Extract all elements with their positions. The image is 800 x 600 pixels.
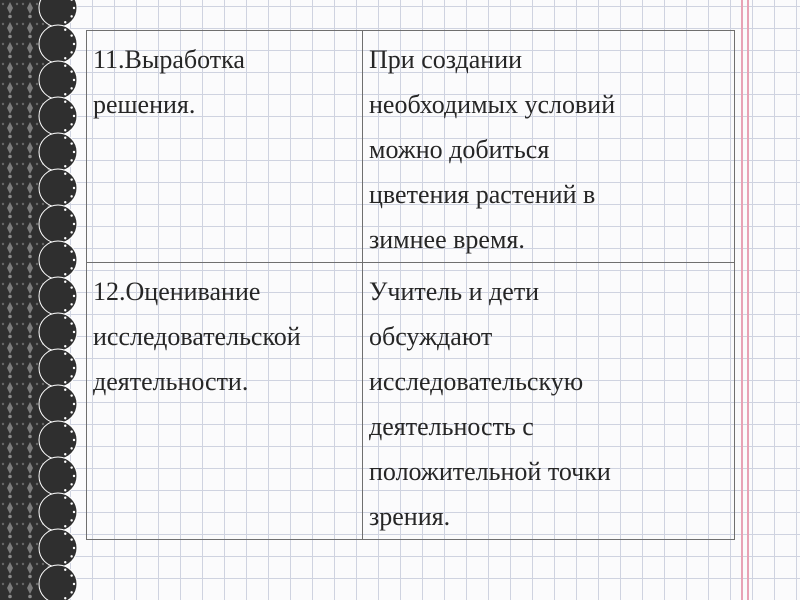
lace-dot bbox=[64, 57, 66, 59]
lace-dot bbox=[73, 583, 75, 585]
lace-dot bbox=[70, 555, 72, 557]
lace-dot bbox=[73, 223, 75, 225]
lace-dot bbox=[64, 353, 66, 355]
lace-dot bbox=[73, 187, 75, 189]
lace-dot bbox=[64, 281, 66, 283]
lace-dot bbox=[73, 7, 75, 9]
lace-dot bbox=[64, 209, 66, 211]
lace-dot bbox=[64, 461, 66, 463]
lace-scallop bbox=[39, 421, 77, 459]
lace-dot bbox=[73, 79, 75, 81]
lace-scallop bbox=[39, 529, 77, 567]
lace-scallop bbox=[39, 25, 77, 63]
lace-dot bbox=[70, 51, 72, 53]
lace-scallop bbox=[39, 313, 77, 351]
lace-scallop bbox=[39, 205, 77, 243]
lace-dot bbox=[64, 489, 66, 491]
table-row bbox=[87, 263, 735, 540]
lace-dot bbox=[70, 87, 72, 89]
lace-dot bbox=[73, 43, 75, 45]
lace-dot bbox=[70, 123, 72, 125]
lace-dot bbox=[73, 115, 75, 117]
lace-dot bbox=[70, 250, 72, 252]
lace-dot bbox=[64, 21, 66, 23]
notebook-margin-line bbox=[741, 0, 743, 600]
lace-dot bbox=[70, 142, 72, 144]
lace-dot bbox=[70, 159, 72, 161]
table-row bbox=[87, 31, 735, 263]
lace-dot bbox=[64, 525, 66, 527]
lace-dot bbox=[70, 339, 72, 341]
lace-dot bbox=[70, 466, 72, 468]
lace-dot bbox=[64, 237, 66, 239]
lace-dot bbox=[73, 295, 75, 297]
lace-scallop bbox=[39, 169, 77, 207]
content-table bbox=[86, 30, 735, 540]
lace-dot bbox=[64, 245, 66, 247]
lace-scallop bbox=[39, 277, 77, 315]
lace-dot bbox=[64, 417, 66, 419]
lace-dot bbox=[70, 375, 72, 377]
lace-dot bbox=[64, 309, 66, 311]
lace-dot bbox=[64, 173, 66, 175]
stage-cell: 11.Выработка решения. bbox=[87, 31, 363, 263]
lace-dot bbox=[70, 303, 72, 305]
lace-dot bbox=[64, 273, 66, 275]
lace-dot bbox=[70, 358, 72, 360]
lace-scallop bbox=[39, 349, 77, 387]
lace-dot bbox=[73, 547, 75, 549]
lace-dot bbox=[64, 597, 66, 599]
lace-dot bbox=[70, 178, 72, 180]
description-cell: Учитель и дети обсуждают исследовательскую деятельность с положительной точки зрения. bbox=[363, 263, 735, 540]
lace-dot bbox=[64, 201, 66, 203]
lace-dot bbox=[64, 381, 66, 383]
lace-scallop bbox=[39, 97, 77, 135]
lace-dot bbox=[70, 591, 72, 593]
lace-dot bbox=[73, 511, 75, 513]
lace-scallop bbox=[39, 493, 77, 531]
lace-border-decoration bbox=[0, 0, 80, 600]
lace-dot bbox=[64, 29, 66, 31]
lace-dot bbox=[64, 425, 66, 427]
lace-dot bbox=[73, 475, 75, 477]
lace-dot bbox=[70, 15, 72, 17]
lace-dot bbox=[64, 569, 66, 571]
lace-dot bbox=[64, 165, 66, 167]
lace-dot bbox=[64, 317, 66, 319]
lace-dot bbox=[70, 483, 72, 485]
lace-dot bbox=[64, 137, 66, 139]
lace-dot bbox=[70, 430, 72, 432]
lace-dot bbox=[70, 70, 72, 72]
lace-scallop bbox=[39, 241, 77, 279]
lace-dot bbox=[64, 345, 66, 347]
lace-scallop bbox=[39, 457, 77, 495]
lace-dot bbox=[70, 267, 72, 269]
lace-dot bbox=[64, 101, 66, 103]
lace-dot bbox=[64, 65, 66, 67]
lace-dot bbox=[70, 502, 72, 504]
lace-dot bbox=[73, 151, 75, 153]
lace-dot bbox=[64, 453, 66, 455]
lace-dot bbox=[64, 533, 66, 535]
lace-dot bbox=[70, 574, 72, 576]
description-cell: При создании необходимых условий можно добиться цветения растений в зимнее время. bbox=[363, 31, 735, 263]
lace-dot bbox=[70, 195, 72, 197]
lace-dot bbox=[73, 259, 75, 261]
lace-dot bbox=[64, 389, 66, 391]
lace-dot bbox=[70, 322, 72, 324]
lace-dot bbox=[70, 394, 72, 396]
lace-dot bbox=[73, 403, 75, 405]
lace-dot bbox=[70, 411, 72, 413]
lace-dot bbox=[73, 367, 75, 369]
lace-dot bbox=[70, 106, 72, 108]
lace-dot bbox=[70, 519, 72, 521]
lace-dot bbox=[70, 447, 72, 449]
lace-dot bbox=[70, 214, 72, 216]
lace-dot bbox=[70, 538, 72, 540]
lace-dot bbox=[70, 34, 72, 36]
lace-scallop bbox=[39, 385, 77, 423]
lace-dot bbox=[64, 93, 66, 95]
notebook-margin-line bbox=[747, 0, 749, 600]
lace-scallop bbox=[39, 133, 77, 171]
lace-dot bbox=[70, 286, 72, 288]
lace-scallop bbox=[39, 61, 77, 99]
lace-scallop bbox=[39, 565, 77, 600]
lace-dot bbox=[64, 129, 66, 131]
lace-dot bbox=[64, 561, 66, 563]
lace-dot bbox=[73, 331, 75, 333]
lace-dot bbox=[70, 231, 72, 233]
lace-dot bbox=[73, 439, 75, 441]
stage-cell: 12.Оценивание исследовательской деятельности. bbox=[87, 263, 363, 540]
lace-dot bbox=[64, 497, 66, 499]
